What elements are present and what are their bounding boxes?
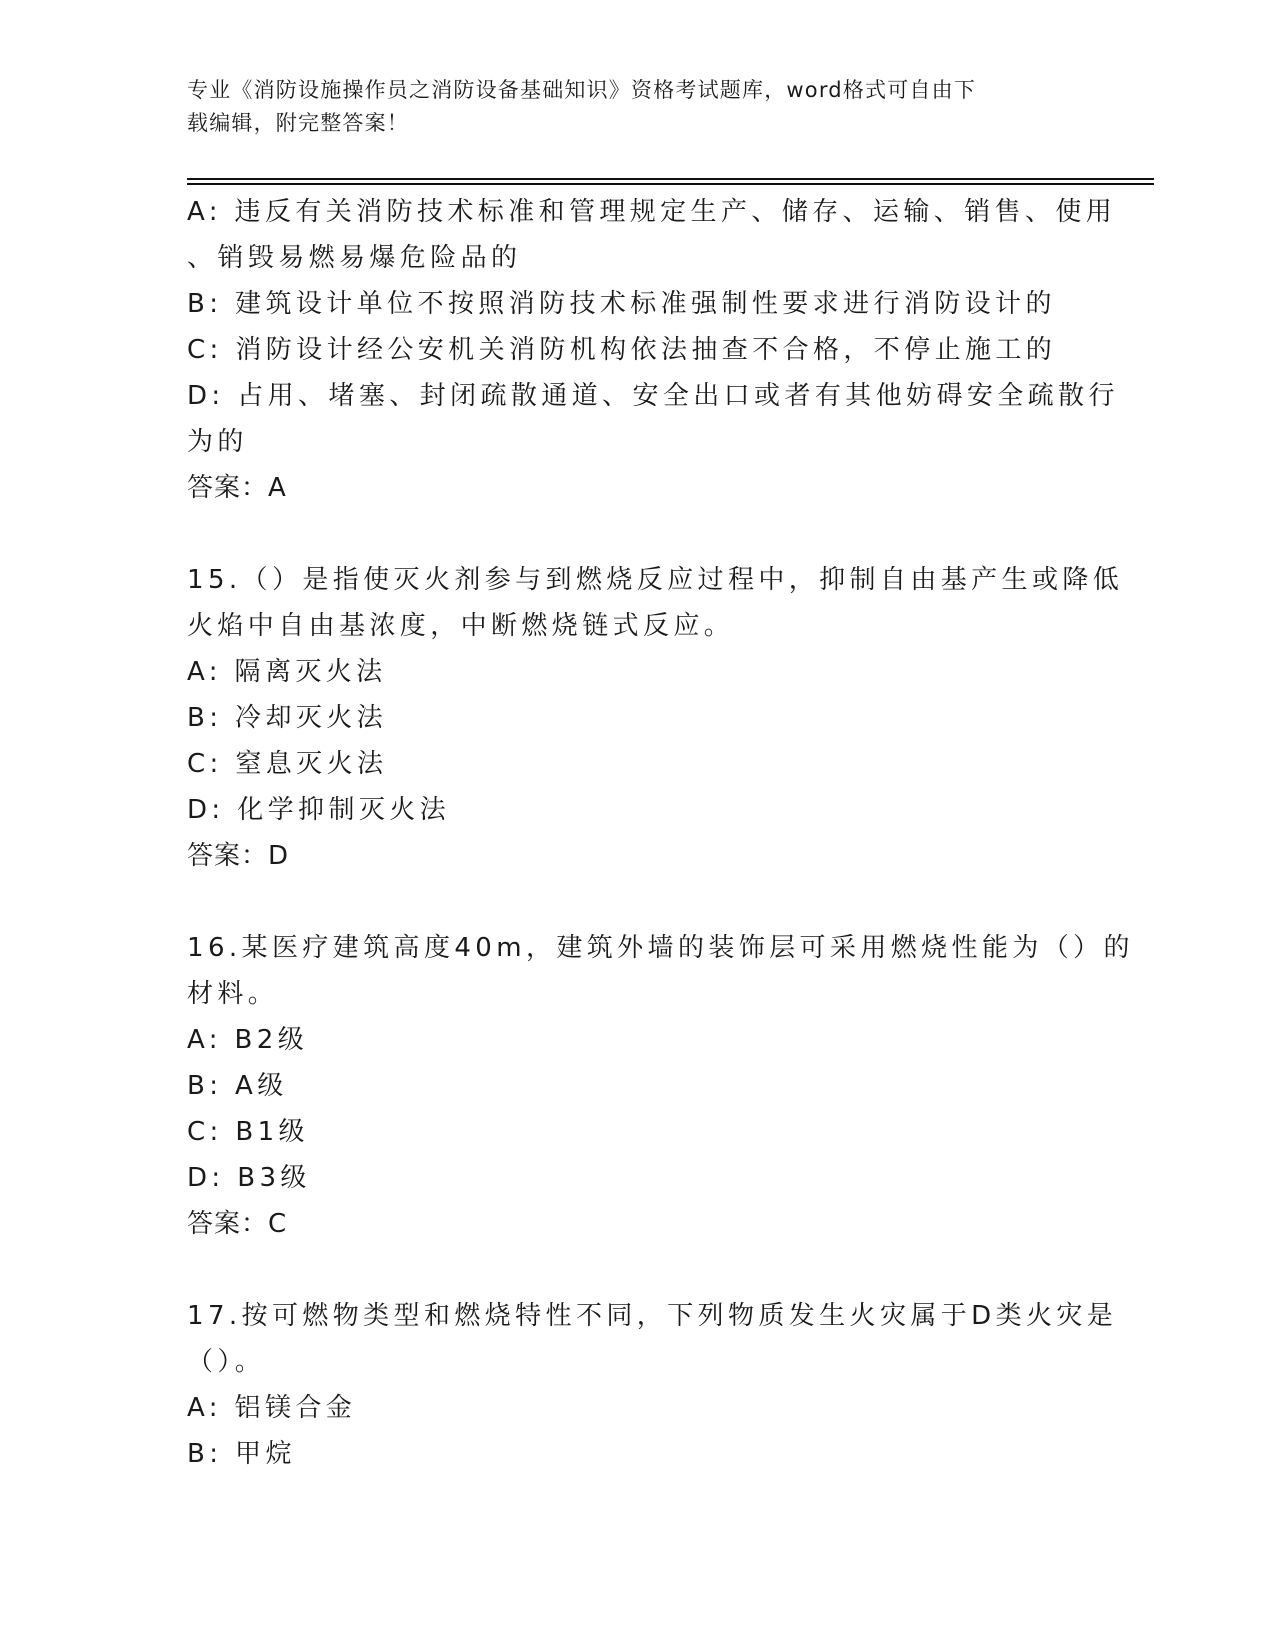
- question-15-block: [187, 557, 1124, 879]
- option-d: D: B3级: [187, 1163, 311, 1193]
- question-stem-line-1: 17.按可燃物类型和燃烧特性不同，下列物质发生火灾属于D类火灾是: [187, 1301, 1118, 1331]
- option-c: C: B1级: [187, 1117, 309, 1147]
- option-d-line-2: 为的: [187, 427, 248, 457]
- header-divider-top: [187, 178, 1154, 180]
- question-16-block: [187, 925, 1134, 1247]
- option-a-line-2: 、销毁易燃易爆危险品的: [187, 243, 522, 273]
- option-c: C: 窒息灭火法: [187, 749, 388, 779]
- header-divider-bottom: [187, 183, 1154, 185]
- question-stem-line-2: （）。: [187, 1347, 266, 1377]
- option-a: A: 隔离灭火法: [187, 657, 387, 687]
- header-line-2: 载编辑，附完整答案！: [187, 111, 409, 135]
- question-stem-line-2: 材料。: [187, 979, 279, 1009]
- question-list: [187, 189, 1134, 1477]
- option-b: B: 建筑设计单位不按照消防技术标准强制性要求进行消防设计的: [187, 289, 1056, 319]
- option-a-line-1: A: 违反有关消防技术标准和管理规定生产、储存、运输、销售、使用: [187, 197, 1117, 227]
- question-spacer: [187, 1247, 1087, 1293]
- question-stem-line-2: 火焰中自由基浓度，中断燃烧链式反应。: [187, 611, 735, 641]
- option-c: C: 消防设计经公安机关消防机构依法抽查不合格，不停止施工的: [187, 335, 1057, 365]
- answer: 答案：A: [187, 473, 287, 503]
- question-spacer: [187, 511, 1087, 557]
- option-a: A: B2级: [187, 1025, 309, 1055]
- option-b: B: 冷却灭火法: [187, 703, 388, 733]
- question-stem-line-1: 15.（）是指使灭火剂参与到燃烧反应过程中，抑制自由基产生或降低: [187, 565, 1124, 595]
- answer: 答案：D: [187, 841, 290, 871]
- question-14-block: [187, 189, 1119, 511]
- answer: 答案：C: [187, 1209, 288, 1239]
- question-stem-line-1: 16.某医疗建筑高度40m，建筑外墙的装饰层可采用燃烧性能为（）的: [187, 933, 1134, 963]
- option-b: B: A级: [187, 1071, 288, 1101]
- document-header: [187, 74, 1067, 140]
- question-17-block: [187, 1293, 1118, 1477]
- option-d: D: 化学抑制灭火法: [187, 795, 451, 825]
- header-line-1: 专业《消防设施操作员之消防设备基础知识》资格考试题库，word格式可自由下: [187, 78, 977, 102]
- question-spacer: [187, 879, 1087, 925]
- option-a: A: 铝镁合金: [187, 1393, 357, 1423]
- option-b: B: 甲烷: [187, 1439, 296, 1469]
- option-d-line-1: D: 占用、堵塞、封闭疏散通道、安全出口或者有其他妨碍安全疏散行: [187, 381, 1119, 411]
